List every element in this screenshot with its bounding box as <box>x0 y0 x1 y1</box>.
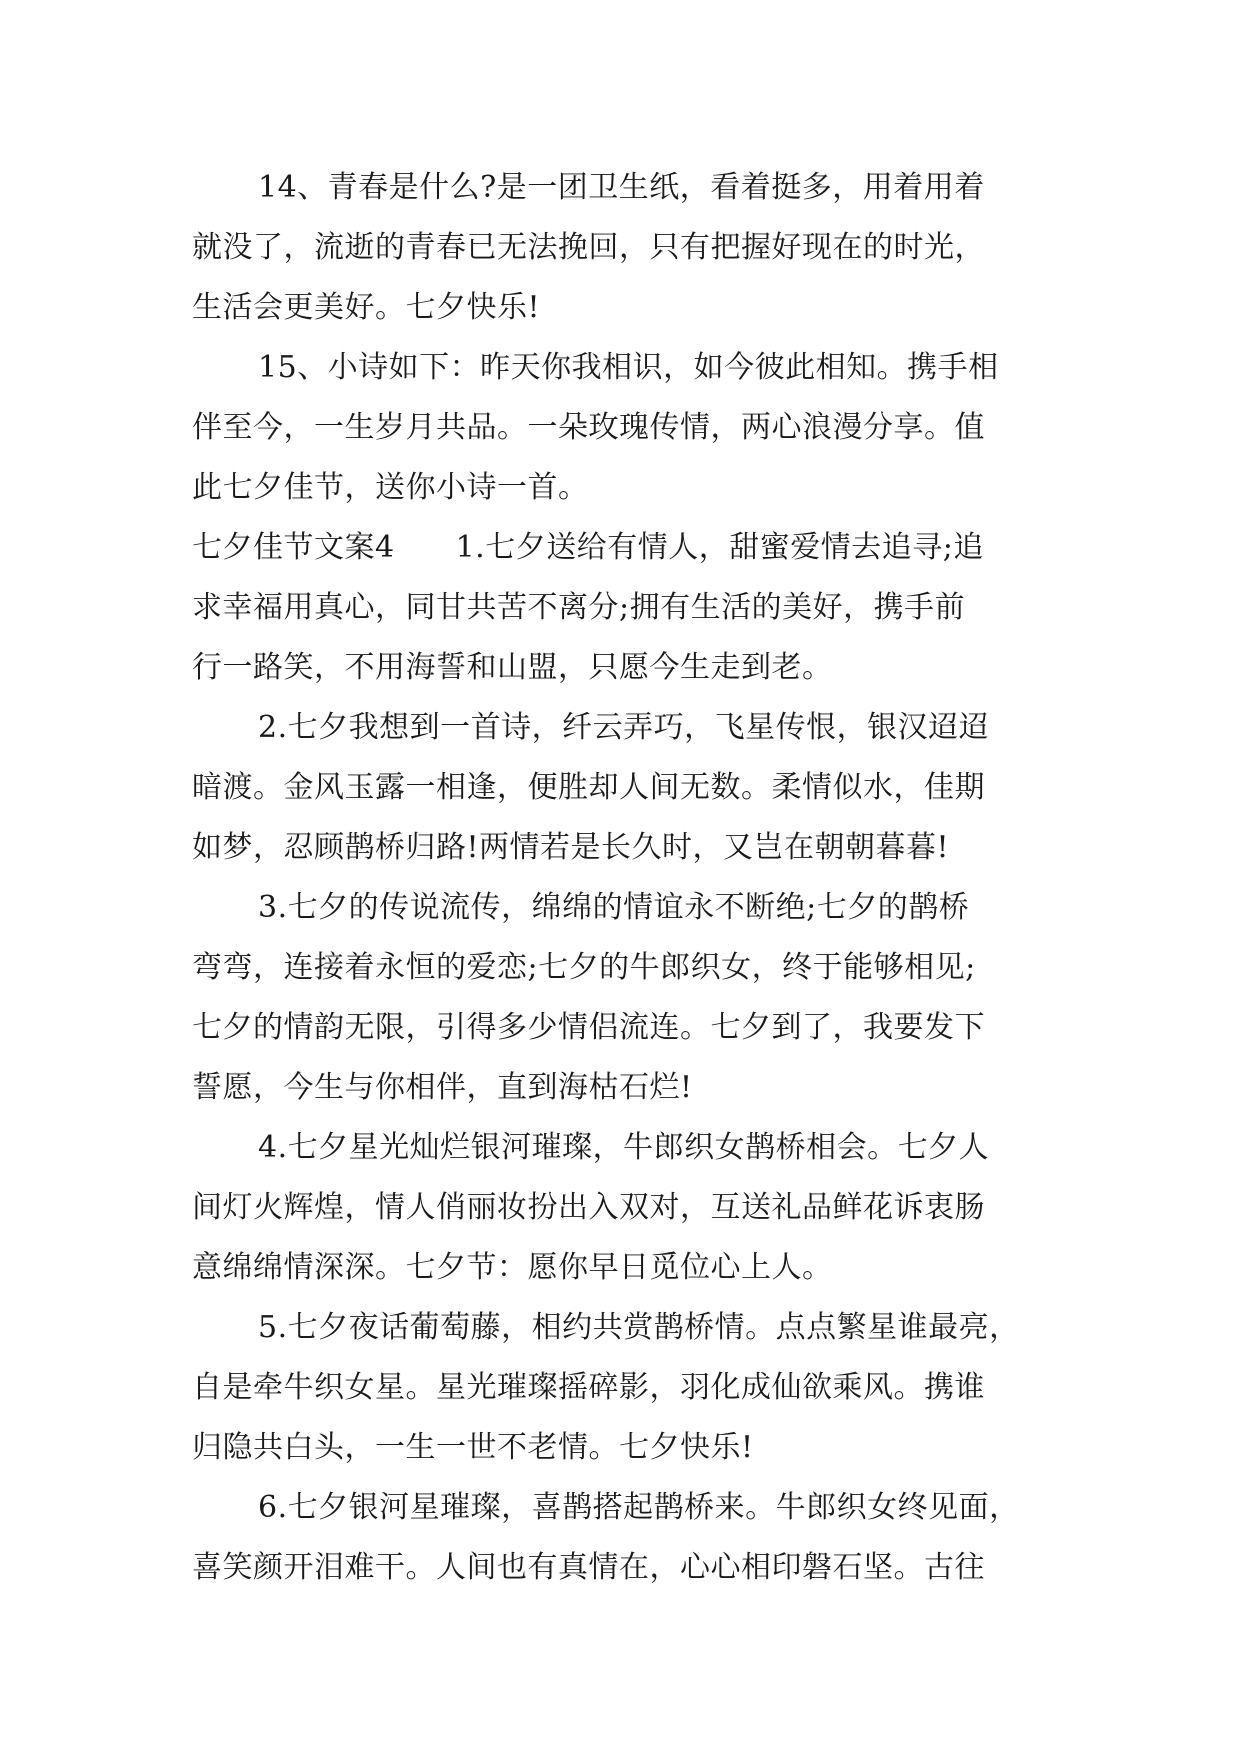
text-line: 4.七夕星光灿烂银河璀璨，牛郎织女鹊桥相会。七夕人 <box>258 1130 990 1165</box>
text-line: 自是牵牛织女星。星光璀璨摇碎影，羽化成仙欲乘风。携谁 <box>192 1370 985 1405</box>
text-line: 伴至今，一生岁月共品。一朵玫瑰传情，两心浪漫分享。值 <box>192 410 985 445</box>
text-line: 6.七夕银河星璀璨，喜鹊搭起鹊桥来。牛郎织女终见面， <box>258 1490 1020 1525</box>
text-line: 七夕佳节文案4 1.七夕送给有情人，甜蜜爱情去追寻;追 <box>192 530 984 565</box>
text-line: 弯弯，连接着永恒的爱恋;七夕的牛郎织女，终于能够相见; <box>192 950 976 985</box>
text-line: 15、小诗如下：昨天你我相识，如今彼此相知。携手相 <box>258 350 999 385</box>
text-line: 如梦，忍顾鹊桥归路!两情若是长久时，又岂在朝朝暮暮! <box>192 830 950 865</box>
text-line: 生活会更美好。七夕快乐! <box>192 290 541 325</box>
text-line: 就没了，流逝的青春已无法挽回，只有把握好现在的时光， <box>192 230 985 265</box>
text-line: 意绵绵情深深。七夕节：愿你早日觅位心上人。 <box>192 1250 833 1285</box>
text-line: 求幸福用真心，同甘共苦不离分;拥有生活的美好，携手前 <box>192 590 966 625</box>
text-line: 暗渡。金风玉露一相逢，便胜却人间无数。柔情似水，佳期 <box>192 770 985 805</box>
text-line: 归隐共白头，一生一世不老情。七夕快乐! <box>192 1430 754 1465</box>
text-line: 喜笑颜开泪难干。人间也有真情在，心心相印磐石坚。古往 <box>192 1550 985 1585</box>
text-line: 5.七夕夜话葡萄藤，相约共赏鹊桥情。点点繁星谁最亮， <box>258 1310 1020 1345</box>
text-line: 七夕的情韵无限，引得多少情侣流连。七夕到了，我要发下 <box>192 1010 985 1045</box>
text-line: 誓愿，今生与你相伴，直到海枯石烂! <box>192 1070 693 1105</box>
text-line: 此七夕佳节，送你小诗一首。 <box>192 470 589 505</box>
text-line: 行一路笑，不用海誓和山盟，只愿今生走到老。 <box>192 650 833 685</box>
text-line: 间灯火辉煌，情人俏丽妆扮出入双对，互送礼品鲜花诉衷肠 <box>192 1190 985 1225</box>
text-line: 3.七夕的传说流传，绵绵的情谊永不断绝;七夕的鹊桥 <box>258 890 970 925</box>
text-line: 14、青春是什么?是一团卫生纸，看着挺多，用着用着 <box>258 170 985 205</box>
text-line: 2.七夕我想到一首诗，纤云弄巧，飞星传恨，银汉迢迢 <box>258 710 990 745</box>
